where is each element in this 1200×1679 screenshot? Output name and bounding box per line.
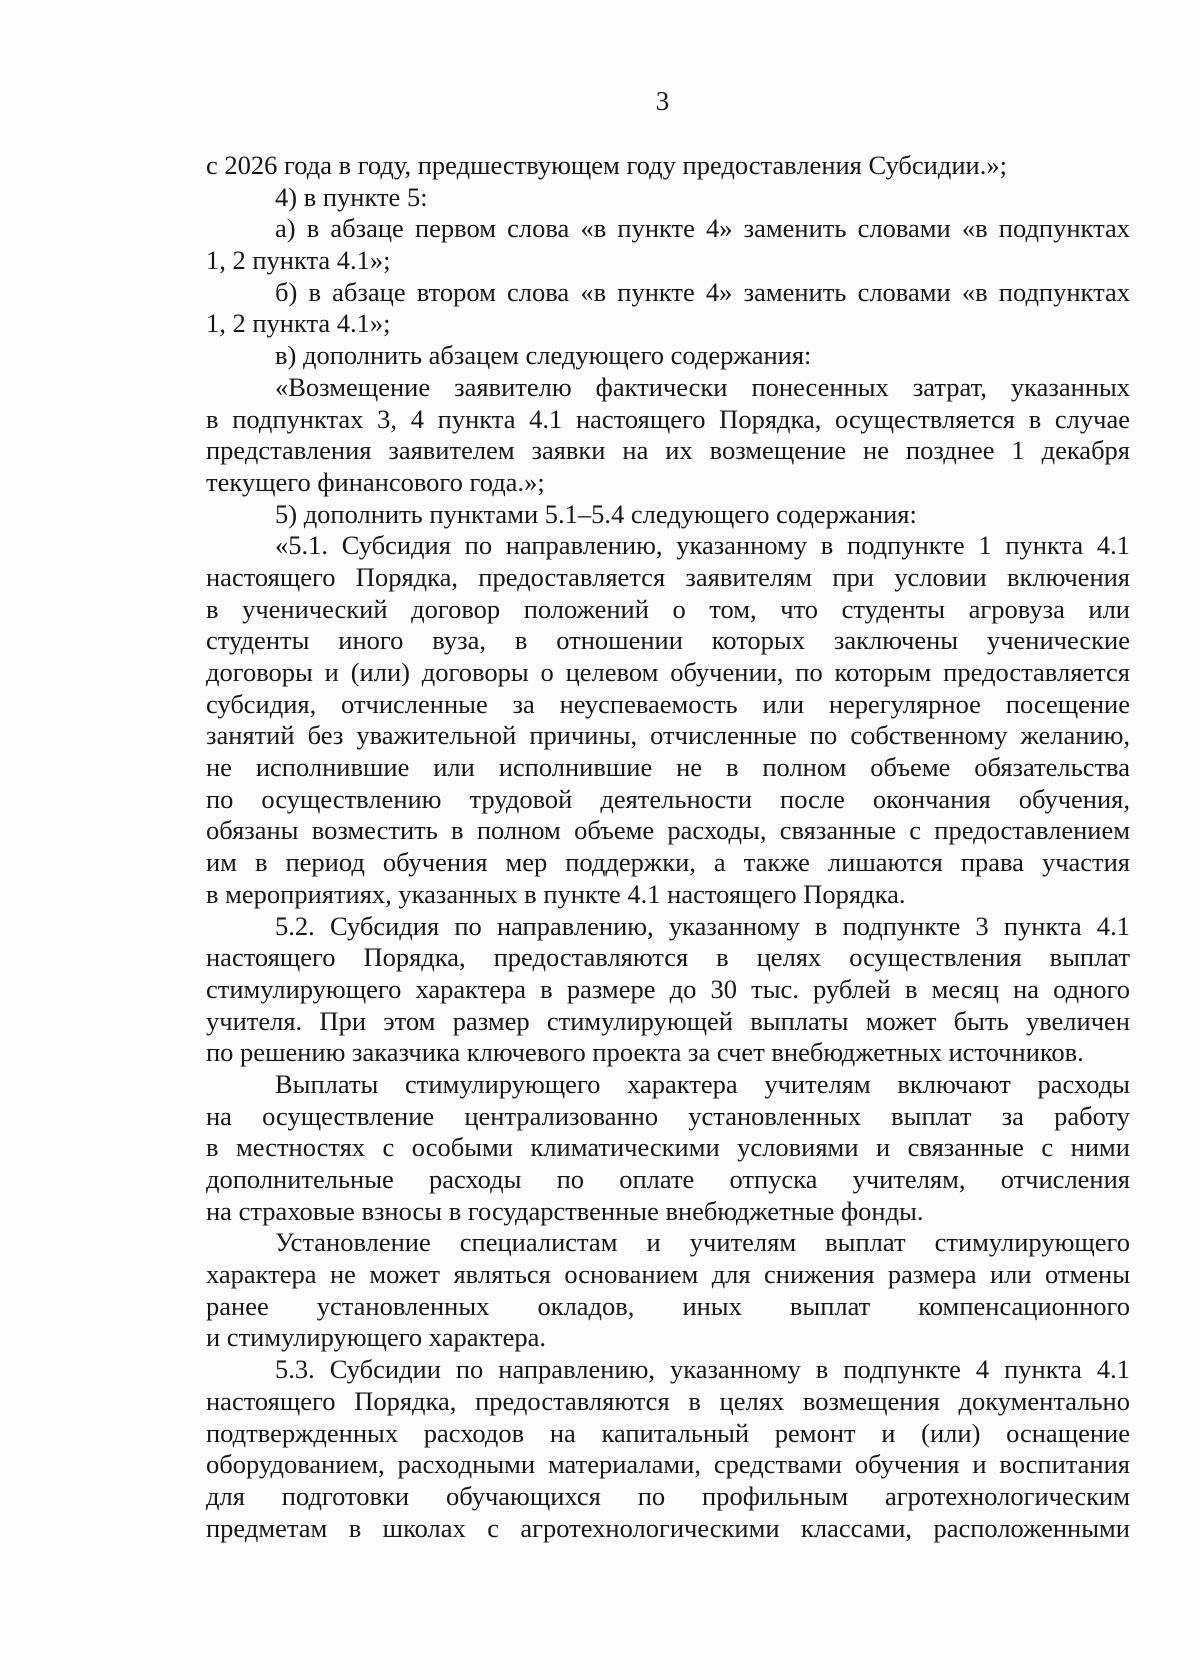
text-line: по осуществлению трудовой деятельности после окончания обучения, [206, 783, 1130, 814]
text-line: подтвержденных расходов на капитальный ремонт и (или) оснащение [206, 1417, 1130, 1448]
text-line: «Возмещение заявителю фактически понесенных затрат, указанных [275, 371, 1130, 402]
text-line: на осуществление централизованно установленных выплат за работу [206, 1100, 1130, 1131]
text-line: настоящего Порядка, предоставляются в целях осуществления выплат [206, 942, 1130, 973]
text-line: по решению заказчика ключевого проекта за счет внебюджетных источников. [206, 1037, 1084, 1068]
text-line: занятий без уважительной причины, отчисленные по собственному желанию, [206, 720, 1130, 751]
text-line: 1, 2 пункта 4.1»; [206, 245, 391, 276]
text-line: настоящего Порядка, предоставляются в целях возмещения документально [206, 1385, 1130, 1416]
page-number: 3 [655, 86, 670, 116]
text-line: Установление специалистам и учителям выплат стимулирующего [275, 1227, 1130, 1258]
text-line: обязаны возместить в полном объеме расходы, связанные с предоставлением [206, 815, 1130, 846]
text-line: 5.3. Субсидии по направлению, указанному в подпункте 4 пункта 4.1 [275, 1354, 1130, 1385]
text-line: оборудованием, расходными материалами, средствами обучения и воспитания [206, 1449, 1130, 1480]
text-line: б) в абзаце втором слова «в пункте 4» заменить словами «в подпунктах [275, 276, 1130, 307]
text-line: с 2026 года в году, предшествующем году предоставления Субсидии.»; [206, 150, 1007, 180]
document-body [206, 150, 1130, 1544]
text-line: Выплаты стимулирующего характера учителям включают расходы [275, 1068, 1130, 1099]
text-line: стимулирующего характера в размере до 30 тыс. рублей в месяц на одного [206, 973, 1130, 1004]
text-line: учителя. При этом размер стимулирующей выплаты может быть увеличен [206, 1005, 1130, 1036]
text-line: предметам в школах с агротехнологическими классами, расположенными [206, 1512, 1130, 1543]
text-line: в ученический договор положений о том, что студенты агровуза или [206, 593, 1130, 624]
text-line: представления заявителем заявки на их возмещение не позднее 1 декабря [206, 435, 1130, 466]
text-line: дополнительные расходы по оплате отпуска учителям, отчисления [206, 1164, 1130, 1194]
text-line: «5.1. Субсидия по направлению, указанному в подпункте 1 пункта 4.1 [275, 530, 1130, 561]
text-line: в) дополнить абзацем следующего содержания: [275, 340, 812, 371]
text-line: для подготовки обучающихся по профильным агротехнологическим [206, 1480, 1130, 1511]
text-line: в мероприятиях, указанных в пункте 4.1 настоящего Порядка. [206, 878, 906, 909]
text-line: текущего финансового года.»; [206, 466, 545, 497]
text-line: им в период обучения мер поддержки, а также лишаются права участия [206, 847, 1130, 878]
text-line: студенты иного вуза, в отношении которых заключены ученические [206, 625, 1130, 656]
text-line: субсидия, отчисленные за неуспеваемость или нерегулярное посещение [206, 688, 1130, 719]
text-line: настоящего Порядка, предоставляется заявителям при условии включения [206, 561, 1130, 592]
text-line: 1, 2 пункта 4.1»; [206, 308, 391, 339]
text-line: характера не может являться основанием для снижения размера или отмены [206, 1259, 1130, 1290]
text-line: в местностях с особыми климатическими условиями и связанные с ними [206, 1132, 1130, 1163]
text-line: не исполнившие или исполнившие не в полном объеме обязательства [206, 752, 1130, 783]
text-line: 4) в пункте 5: [275, 181, 428, 212]
text-line: на страховые взносы в государственные внебюджетные фонды. [206, 1195, 924, 1226]
text-line: 5) дополнить пунктами 5.1–5.4 следующего содержания: [275, 498, 917, 529]
text-line: а) в абзаце первом слова «в пункте 4» заменить словами «в подпунктах [275, 213, 1130, 244]
text-line: 5.2. Субсидия по направлению, указанному в подпункте 3 пункта 4.1 [275, 910, 1130, 941]
text-line: ранее установленных окладов, иных выплат компенсационного [206, 1290, 1130, 1321]
text-line: в подпунктах 3, 4 пункта 4.1 настоящего Порядка, осуществляется в случае [206, 403, 1130, 434]
text-line: договоры и (или) договоры о целевом обучении, по которым предоставляется [206, 657, 1130, 687]
text-line: и стимулирующего характера. [206, 1322, 546, 1353]
